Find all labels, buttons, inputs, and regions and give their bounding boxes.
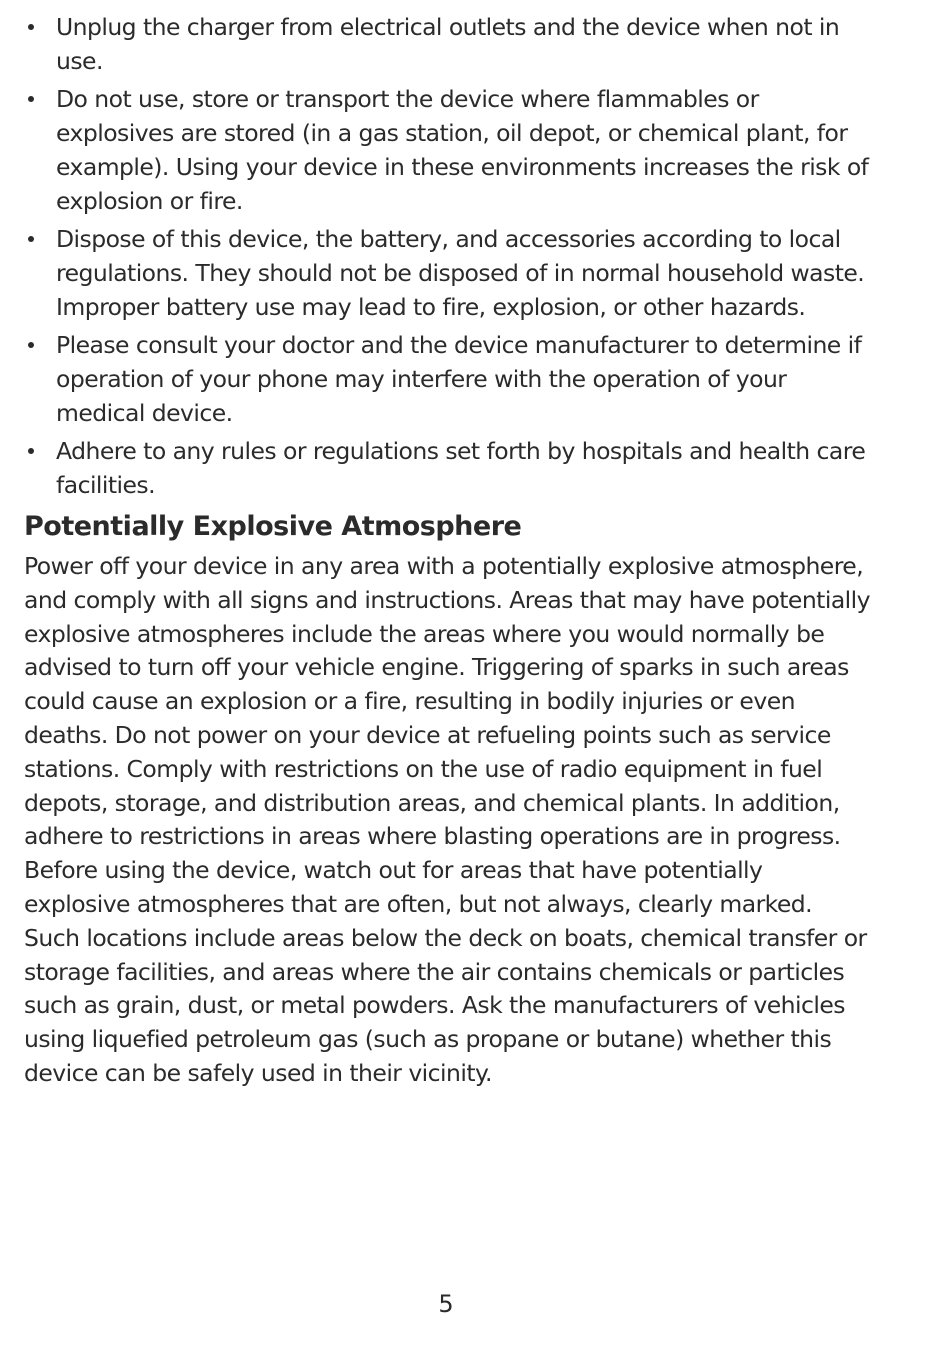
bullet-text: Please consult your doctor and the device manufacturer to determine if operation of your phone may interfere with the operation of your medical device. [56, 331, 862, 427]
bullet-icon [28, 448, 34, 454]
bullet-text: Do not use, store or transport the device where flammables or explosives are stored (in a gas station, oil depot, or chemical plant, for example). Using your device in these environments increases the risk of explosion or fire. [56, 85, 869, 215]
bullet-text: Adhere to any rules or regulations set forth by hospitals and health care facilities. [56, 437, 866, 499]
list-item [24, 328, 874, 430]
bullet-text: Unplug the charger from electrical outlets and the device when not in use. [56, 13, 840, 75]
bullet-icon [28, 24, 34, 30]
section-heading: Potentially Explosive Atmosphere [24, 511, 522, 542]
list-item [24, 82, 874, 218]
list-item [24, 10, 874, 78]
list-item [24, 222, 874, 324]
section-body-text: Power off your device in any area with a potentially explosive atmosphere, and comply with all signs and instructions. Areas that may have potentially explosive atmospheres include the areas where you would normally be advised to turn off your vehicle engine. Triggering of sparks in such areas could cause an explosion or a fire, resulting in bodily injuries or even deaths. Do not power on your device at refueling points such as service stations. Comply with restrictions on the use of radio equipment in fuel depots, storage, and distribution areas, and chemical plants. In addition, adhere to restrictions in areas where blasting operations are in progress. Before using the device, watch out for areas that have potentially explosive atmospheres that are often, but not always, clearly marked. Such locations include areas below the deck on boats, chemical transfer or storage facilities, and areas where the air contains chemicals or particles such as grain, dust, or metal powders. Ask the manufacturers of vehicles using liquefied petroleum gas (such as propane or butane) whether this device can be safely used in their vicinity. [24, 552, 870, 1087]
page-number: 5 [438, 1290, 454, 1318]
bullet-icon [28, 96, 34, 102]
safety-bullet-list [24, 10, 874, 502]
document-page [24, 10, 874, 1091]
bullet-icon [28, 236, 34, 242]
bullet-text: Dispose of this device, the battery, and accessories according to local regulations. They should not be disposed of in normal household waste. Improper battery use may lead to fire, explosion, or other hazards. [56, 225, 865, 321]
bullet-icon [28, 342, 34, 348]
list-item [24, 434, 874, 502]
